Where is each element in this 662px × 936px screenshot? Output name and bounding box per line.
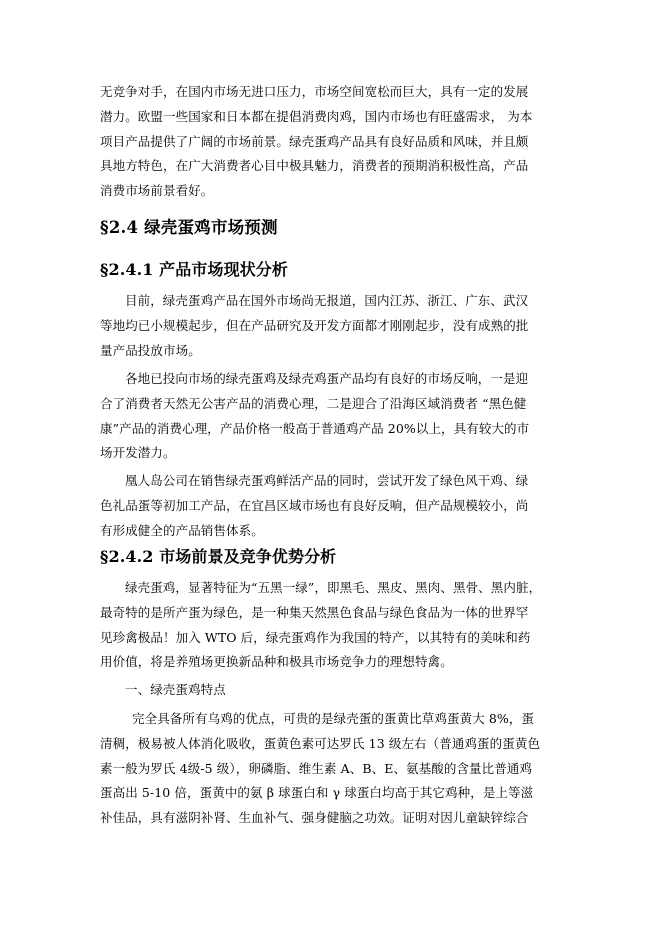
text-line: 具地方特色，在广大消费者心目中极具魅力，消费者的预期消积极性高，产品: [100, 158, 529, 174]
text-line: 用价值，将是养殖场更换新品种和极具市场竞争力的理想特禽。: [100, 654, 453, 670]
paragraph-company-products: [100, 469, 552, 543]
subheading-text: 一、绿壳蛋鸡特点: [125, 682, 226, 697]
section-heading-2-4-2: §2.4.2 市场前景及竞争优势分析: [100, 547, 337, 566]
section-heading-2-4-1: §2.4.1 产品市场现状分析: [100, 260, 288, 279]
text-line: 消费市场前景看好。: [100, 183, 214, 199]
text-line: 目前，绿壳蛋鸡产品在国外市场尚无报道，国内江苏、浙江、广东、武汉: [125, 293, 529, 308]
text-line: 量产品投放市场。: [100, 342, 201, 358]
text-line: 合了消费者天然无公害产品的消费心理，二是迎合了沿海区域消费者 “黑色健: [100, 395, 527, 411]
text-line: 清稠，极易被人体消化吸收，蛋黄色素可达罗氏 13 级左右（普通鸡蛋的蛋黄色: [100, 735, 541, 751]
section-heading-2-4: §2.4 绿壳蛋鸡市场预测: [100, 218, 278, 237]
subheading-features: [100, 678, 552, 703]
text-line: 凰人岛公司在销售绿壳蛋鸡鲜活产品的同时，尝试开发了绿色风干鸡、绿: [125, 473, 529, 488]
text-line: 蛋高出 5-10 倍，蛋黄中的氨 β 球蛋白和 γ 球蛋白均高于其它鸡种，是上等滋: [100, 785, 534, 801]
text-line: 完全具备所有乌鸡的优点，可贵的是绿壳蛋的蛋黄比草鸡蛋黄大 8%，蛋: [132, 711, 535, 726]
text-line: 等地均已小规模起步，但在产品研究及开发方面都才刚刚起步，没有成熟的批: [100, 317, 529, 333]
paragraph-market-response: [100, 367, 552, 466]
text-line: 素一般为罗氏 4级-5 级），卵磷脂、维生素 A、B、E、氨基酸的含量比普通鸡: [100, 760, 533, 776]
text-line: 补佳品，具有滋阴补肾、生血补气、强身健脑之功效。证明对因儿童缺锌综合: [100, 810, 529, 826]
text-line: 各地已投向市场的绿壳蛋鸡及绿壳鸡蛋产品均有良好的市场反响，一是迎: [125, 371, 529, 386]
intro-paragraph: [100, 80, 552, 204]
text-line: 有形成健全的产品销售体系。: [100, 522, 264, 538]
paragraph-market-prospects: [100, 576, 552, 675]
text-line: 无竞争对手，在国内市场无进口压力，市场空间宽松而巨大，具有一定的发展: [100, 84, 529, 99]
text-line: 项目产品提供了广阔的市场前景。绿壳蛋鸡产品具有良好品质和风味，并且颇: [100, 133, 529, 149]
text-line: 见珍禽极品！加入 WTO 后，绿壳蛋鸡作为我国的特产，以其特有的美味和药: [100, 629, 531, 645]
text-line: 色礼品蛋等初加工产品，在宜昌区域市场也有良好反响，但产品规模较小，尚: [100, 497, 529, 513]
text-line: 场开发潜力。: [100, 445, 176, 461]
text-line: 绿壳蛋鸡，显著特征为“五黑一绿”，即黑毛、黑皮、黑肉、黑骨、黑内脏，: [125, 580, 542, 595]
paragraph-market-status: [100, 289, 552, 363]
text-line: 康”产品的消费心理，产品价格一般高于普通鸡产品 20%以上，具有较大的市: [100, 420, 530, 436]
text-line: 最奇特的是所产蛋为绿色，是一种集天然黑色食品与绿色食品为一体的世界罕: [100, 604, 529, 620]
paragraph-egg-features: [100, 707, 552, 831]
text-line: 潜力。欧盟一些国家和日本都在提倡消费肉鸡，国内市场也有旺盛需求， 为本: [100, 108, 533, 124]
